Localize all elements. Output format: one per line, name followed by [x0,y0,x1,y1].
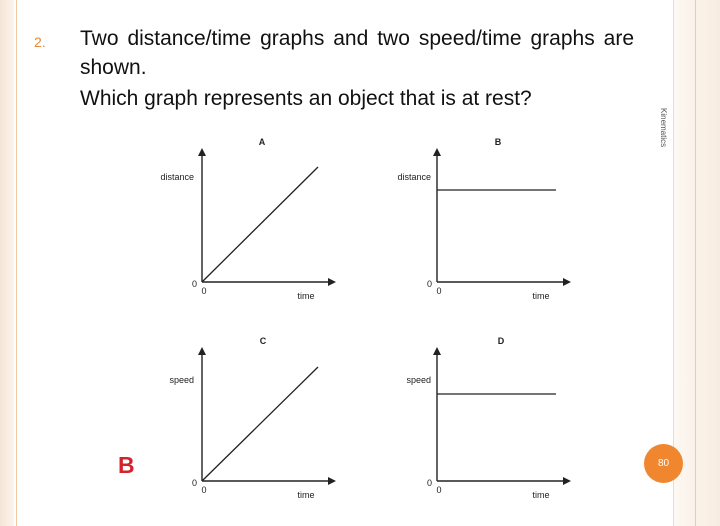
answer-label: B [118,452,135,478]
x-origin-label: 0 [201,485,207,495]
y-origin-label: 0 [426,279,432,289]
section-label: Kinematics [659,108,668,148]
page-number-badge: 80 [644,444,683,483]
graph-letter: A [258,137,266,147]
graph-letter: C [259,336,267,346]
question-text: Two distance/time graphs and two speed/time graphs are shown. [80,27,634,79]
x-axis-label: time [297,490,315,500]
x-origin-label: 0 [436,485,442,495]
graph-letter: B [494,137,502,147]
y-axis-label: distance [160,172,194,182]
graph-d [406,336,567,500]
y-axis-label: speed [169,375,194,385]
question-prompt: Which graph represents an object that is at rest? [80,87,532,110]
x-axis-label: time [532,490,550,500]
x-origin-label: 0 [201,286,207,296]
y-origin-label: 0 [191,279,197,289]
graph-line [202,167,318,282]
graph-a [160,137,332,301]
x-origin-label: 0 [436,286,442,296]
x-axis-label: time [297,291,315,301]
y-origin-label: 0 [426,478,432,488]
y-origin-label: 0 [191,478,197,488]
graph-c [169,336,332,500]
x-axis-label: time [532,291,550,301]
graph-b [397,137,567,301]
graph-letter: D [497,336,505,346]
graph-line [202,367,318,481]
y-axis-label: speed [406,375,431,385]
question-number: 2. [34,34,46,50]
y-axis-label: distance [397,172,431,182]
